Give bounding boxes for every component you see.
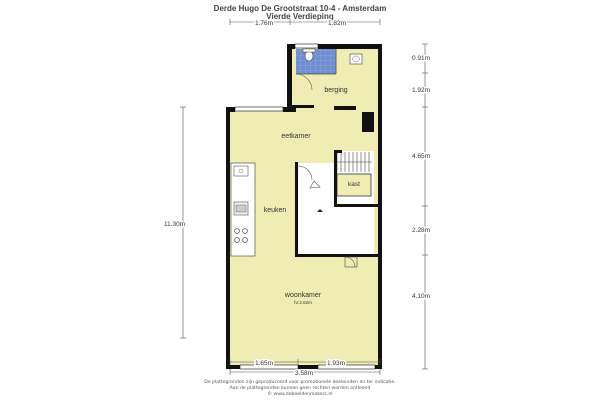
dim-bottom-total: 3.58m	[294, 370, 314, 377]
footer-website: © www.debeeldenmakers.nl	[267, 392, 333, 397]
dim-right-3: 4.65m	[412, 153, 431, 160]
dim-right-5: 4.10m	[412, 293, 431, 300]
dimension-top	[230, 19, 380, 25]
dim-left-total: 11.30m	[164, 221, 186, 228]
dim-right-4: 2.28m	[412, 227, 431, 234]
dim-top-left: 1.76m	[254, 20, 274, 27]
room-height-label: hr:2.62m	[294, 300, 312, 305]
room-label-kast: kast	[348, 181, 360, 188]
footer-disclaimer-2: Aan de plattegronden kunnen geen rechten worden ontleend	[229, 386, 371, 391]
room-label-keuken: keuken	[263, 207, 287, 214]
dim-right-2: 1.92m	[412, 87, 431, 94]
room-label-berging: berging	[324, 87, 348, 94]
washbasin-icon	[350, 54, 362, 64]
bathroom-tiles	[296, 49, 336, 74]
dim-bottom-right: 1.93m	[326, 360, 346, 367]
room-label-eetkamer: eetkamer	[281, 133, 311, 140]
footer-disclaimer-1: De plattegronden zijn geproduceerd voor promotionele doeleinden en ter indicatie.	[204, 380, 396, 385]
dim-right-1: 0.91m	[412, 55, 431, 62]
plan-title: Derde Hugo De Grootstraat 10-4 - Amsterdam	[213, 4, 387, 13]
room-label-woonkamer: woonkamer	[284, 292, 322, 299]
plan-subtitle: Vierde Verdieping	[266, 12, 334, 21]
dim-top-right: 1.82m	[327, 20, 347, 27]
dim-bottom-left: 1.65m	[254, 360, 274, 367]
void-area	[298, 206, 374, 256]
